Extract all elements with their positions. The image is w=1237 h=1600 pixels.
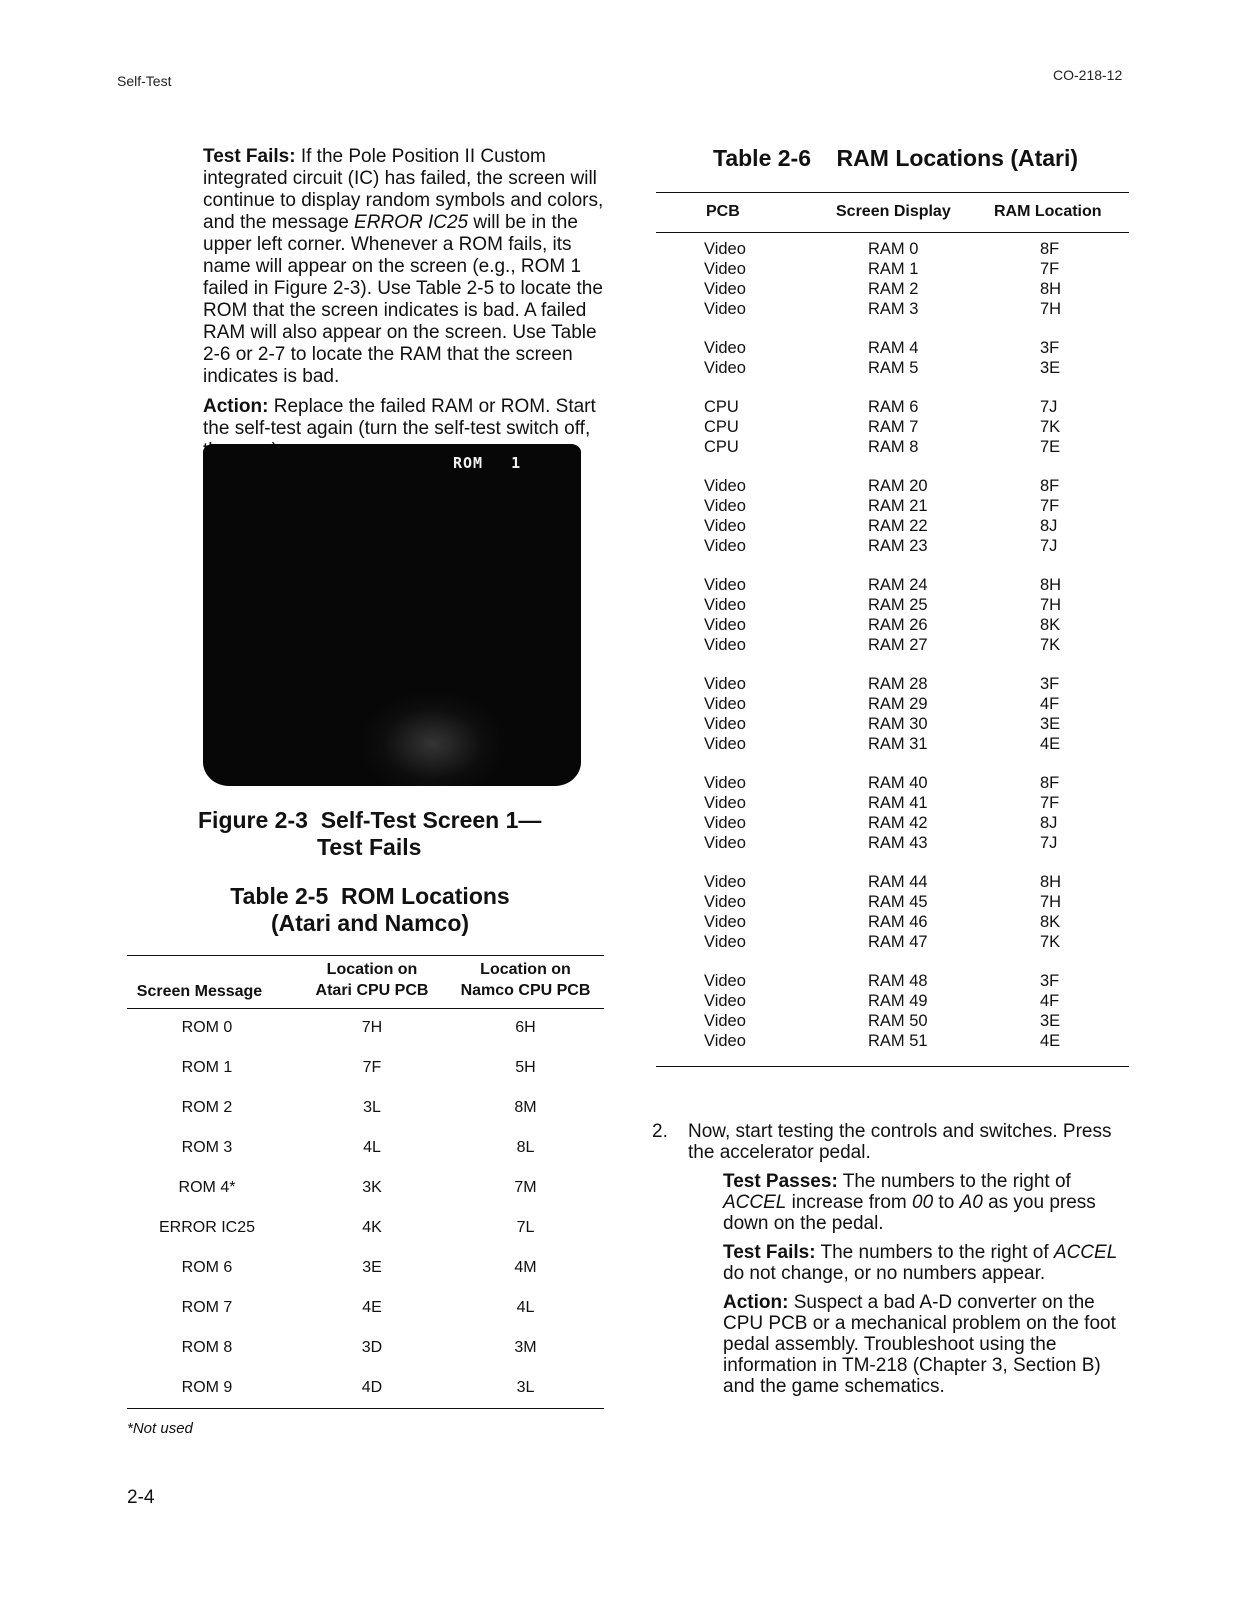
table-cell: 7K — [1040, 933, 1061, 951]
table-cell: 4E — [1040, 735, 1061, 753]
table-cell: ROM 9 — [181, 1379, 233, 1396]
table-row — [656, 338, 1129, 358]
table-cell: RAM 25 — [868, 596, 928, 614]
table-row — [656, 516, 1129, 536]
passes-text-3: to — [933, 1192, 960, 1213]
fails-text-2: do not change, or no numbers appear. — [723, 1263, 1046, 1284]
table-row — [656, 694, 1129, 714]
table-cell: 3E — [1040, 1012, 1061, 1030]
table-row — [656, 259, 1129, 279]
table-cell: Video — [704, 774, 746, 792]
table-cell: RAM 27 — [868, 636, 928, 654]
table-cell: Video — [704, 280, 746, 298]
running-header-right: CO-218-12 — [1053, 67, 1123, 83]
step-2-action — [723, 1292, 1130, 1397]
table-cell: RAM 30 — [868, 715, 928, 733]
table-cell: RAM 31 — [868, 735, 928, 753]
table-row — [656, 635, 1129, 655]
table-cell: ROM 3 — [181, 1139, 233, 1156]
table-cell: Video — [704, 477, 746, 495]
fails-italic: ACCEL — [1053, 1242, 1118, 1263]
table-cell: RAM 50 — [868, 1012, 928, 1030]
table-cell: CPU — [704, 438, 739, 456]
table-cell: Video — [704, 834, 746, 852]
table-cell: Video — [704, 1032, 746, 1050]
table-2-5-top-rule — [127, 955, 604, 956]
table-cell: RAM 42 — [868, 814, 928, 832]
table-cell: Video — [704, 735, 746, 753]
table-cell: Video — [704, 596, 746, 614]
table-cell: ROM 0 — [181, 1019, 233, 1036]
table-cell: Video — [704, 992, 746, 1010]
table-cell: Video — [704, 497, 746, 515]
step-2 — [652, 1121, 1130, 1397]
table-cell: Video — [704, 893, 746, 911]
t25-header-namco — [447, 959, 604, 1001]
table-cell: 4E — [362, 1299, 382, 1316]
fails-text-1: The numbers to the right of — [815, 1242, 1054, 1263]
table-cell: Video — [704, 814, 746, 832]
table-cell: 4L — [516, 1299, 535, 1316]
table-cell: RAM 26 — [868, 616, 928, 634]
table-cell: RAM 3 — [868, 300, 919, 318]
table-cell: 7F — [1040, 260, 1060, 278]
table-cell: 8L — [516, 1139, 535, 1156]
table-cell: 8K — [1040, 913, 1061, 931]
table-row — [656, 674, 1129, 694]
action-label: Action: — [203, 396, 269, 417]
table-cell: RAM 1 — [868, 260, 919, 278]
table-row — [656, 991, 1129, 1011]
figure-caption — [198, 807, 542, 861]
action-text: Replace the failed RAM or ROM. Start the self-test again (turn the self-test switch off, — [203, 396, 596, 439]
table-2-6 — [656, 192, 1129, 1072]
table-cell: 8J — [1040, 814, 1058, 832]
table-cell: RAM 48 — [868, 972, 928, 990]
table-2-5-title-line-1: Table 2-5 ROM Locations — [230, 883, 510, 909]
table-cell: 7J — [1040, 537, 1058, 555]
passes-text-1: The numbers to the right of — [837, 1171, 1071, 1192]
table-cell: Video — [704, 873, 746, 891]
test-fails-paragraph — [203, 146, 607, 388]
table-cell: Video — [704, 695, 746, 713]
table-cell: 8H — [1040, 280, 1062, 298]
step-2-action-text: Suspect a bad A-D converter on the CPU PCB or a mechanical problem on the foot pedal assembly. Troubleshoot using the information in TM-218 (Chapter 3, Section B) and the game schematics. — [723, 1292, 1116, 1397]
fails-label: Test Fails: — [723, 1242, 816, 1263]
table-row — [656, 496, 1129, 516]
table-cell: 8H — [1040, 873, 1062, 891]
table-2-6-top-rule — [656, 192, 1129, 193]
table-row — [656, 734, 1129, 754]
table-cell: 7E — [1040, 438, 1061, 456]
table-row — [656, 279, 1129, 299]
table-cell: Video — [704, 300, 746, 318]
table-2-5-bottom-rule — [127, 1408, 604, 1409]
table-row — [656, 813, 1129, 833]
table-cell: RAM 7 — [868, 418, 919, 436]
table-cell: ROM 7 — [181, 1299, 233, 1316]
t25-header-atari-line-2: Atari CPU PCB — [315, 982, 429, 999]
t25-header-screen-message: Screen Message — [136, 983, 263, 1000]
table-cell: Video — [704, 972, 746, 990]
table-row — [656, 397, 1129, 417]
table-cell: 7H — [361, 1019, 383, 1036]
table-row — [656, 932, 1129, 952]
table-cell: RAM 21 — [868, 497, 928, 515]
page-number: 2-4 — [127, 1487, 155, 1508]
table-cell: 5H — [515, 1059, 536, 1076]
figure-caption-line-1: Figure 2-3 Self-Test Screen 1— — [198, 807, 542, 833]
table-cell: 3E — [1040, 359, 1061, 377]
table-cell: Video — [704, 517, 746, 535]
table-cell: 7J — [1040, 398, 1058, 416]
table-cell: RAM 2 — [868, 280, 919, 298]
table-2-6-bottom-rule — [656, 1066, 1129, 1067]
table-cell: ERROR IC25 — [158, 1219, 256, 1236]
table-cell: 7F — [362, 1059, 382, 1076]
table-cell: 7H — [1040, 893, 1062, 911]
table-row — [656, 239, 1129, 259]
table-cell: 3F — [1040, 675, 1060, 693]
table-row — [656, 536, 1129, 556]
table-cell: RAM 43 — [868, 834, 928, 852]
table-cell: 7K — [1040, 636, 1061, 654]
table-row — [656, 615, 1129, 635]
table-cell: Video — [704, 616, 746, 634]
table-cell: RAM 40 — [868, 774, 928, 792]
table-2-5 — [127, 955, 604, 1415]
table-cell: RAM 23 — [868, 537, 928, 555]
t25-header-atari-line-1: Location on — [326, 961, 418, 978]
table-cell: 8F — [1040, 240, 1060, 258]
t26-header-pcb: PCB — [706, 203, 740, 220]
table-cell: 8F — [1040, 774, 1060, 792]
table-cell: 3E — [1040, 715, 1061, 733]
table-row — [127, 1169, 604, 1209]
table-cell: Video — [704, 339, 746, 357]
table-cell: Video — [704, 933, 746, 951]
table-row — [127, 1129, 604, 1169]
table-cell: RAM 6 — [868, 398, 919, 416]
table-cell: RAM 29 — [868, 695, 928, 713]
table-row — [656, 358, 1129, 378]
t26-header-screen-display: Screen Display — [836, 203, 951, 220]
table-cell: 8H — [1040, 576, 1062, 594]
table-cell: 3K — [362, 1179, 382, 1196]
test-fails-italic: ERROR IC25 — [354, 212, 469, 233]
table-cell: 3M — [514, 1339, 537, 1356]
table-cell: 7M — [514, 1179, 537, 1196]
test-fails-text-1: If the Pole Position II Custom integrated circuit (IC) has failed, the screen will continue to display random symbols and colors, and the message — [203, 146, 604, 233]
intro-section — [203, 146, 607, 470]
table-cell: RAM 28 — [868, 675, 928, 693]
table-cell: 8J — [1040, 517, 1058, 535]
table-row — [127, 1369, 604, 1409]
test-fails-text-2: will be in the upper left corner. Whenever a ROM fails, its name will appear on the screen (e.g., ROM 1 failed in Figure 2-3). Use Table 2-5 to locate the ROM that the screen indicates is bad. A failed RAM will also appear on the screen. Use Table 2-6 or 2-7 to locate the RAM that the screen indicates is bad. — [203, 212, 603, 387]
table-row — [127, 1089, 604, 1129]
table-row — [656, 971, 1129, 991]
table-row — [656, 912, 1129, 932]
table-row — [127, 1249, 604, 1289]
table-2-6-title: Table 2-6 RAM Locations (Atari) — [713, 145, 1079, 171]
table-cell: 8M — [514, 1099, 537, 1116]
table-cell: 3L — [516, 1379, 535, 1396]
passes-text-2: increase from — [786, 1192, 913, 1213]
table-cell: 8K — [1040, 616, 1061, 634]
table-cell: RAM 47 — [868, 933, 928, 951]
table-2-6-header-rule — [656, 232, 1129, 233]
table-cell: RAM 24 — [868, 576, 928, 594]
table-row — [656, 575, 1129, 595]
table-cell: 7F — [1040, 497, 1060, 515]
table-cell: RAM 20 — [868, 477, 928, 495]
table-cell: Video — [704, 576, 746, 594]
self-test-screen-photo — [203, 444, 581, 786]
table-row — [656, 714, 1129, 734]
table-cell: 3E — [362, 1259, 382, 1276]
table-cell: 7H — [1040, 300, 1062, 318]
table-2-5-title-line-2: (Atari and Namco) — [270, 910, 470, 936]
table-cell: ROM 2 — [181, 1099, 233, 1116]
table-cell: 7F — [1040, 794, 1060, 812]
table-cell: ROM 4* — [178, 1179, 236, 1196]
table-cell: 3L — [363, 1099, 381, 1116]
table-row — [656, 476, 1129, 496]
step-2-number: 2. — [652, 1121, 668, 1142]
step-2-test-fails — [723, 1242, 1130, 1284]
table-cell: RAM 46 — [868, 913, 928, 931]
table-cell: RAM 4 — [868, 339, 919, 357]
table-cell: Video — [704, 794, 746, 812]
table-cell: Video — [704, 240, 746, 258]
table-cell: 3F — [1040, 972, 1060, 990]
running-header-left: Self-Test — [117, 73, 172, 89]
table-row — [656, 833, 1129, 853]
table-cell: Video — [704, 675, 746, 693]
passes-label: Test Passes: — [723, 1171, 838, 1192]
table-cell: 4F — [1040, 695, 1060, 713]
table-cell: Video — [704, 260, 746, 278]
table-cell: Video — [704, 913, 746, 931]
table-cell: ROM 6 — [181, 1259, 233, 1276]
table-row — [656, 1031, 1129, 1051]
table-cell: RAM 44 — [868, 873, 928, 891]
table-row — [127, 1209, 604, 1249]
test-fails-label: Test Fails: — [203, 146, 296, 167]
figure-caption-line-2: Test Fails — [317, 834, 422, 860]
table-row — [656, 417, 1129, 437]
passes-italic-3: A0 — [959, 1192, 983, 1213]
table-cell: RAM 5 — [868, 359, 919, 377]
table-row — [656, 299, 1129, 319]
table-cell: 7K — [1040, 418, 1061, 436]
t26-header-ram-location: RAM Location — [994, 203, 1102, 220]
table-cell: RAM 0 — [868, 240, 919, 258]
t25-header-namco-line-2: Namco CPU PCB — [460, 982, 591, 999]
table-cell: 4M — [514, 1259, 537, 1276]
table-cell: RAM 8 — [868, 438, 919, 456]
table-cell: 6H — [515, 1019, 536, 1036]
table-cell: 3F — [1040, 339, 1060, 357]
table-cell: 3D — [361, 1339, 383, 1356]
table-cell: ROM 1 — [181, 1059, 233, 1076]
table-cell: Video — [704, 537, 746, 555]
table-2-5-title — [200, 883, 540, 937]
table-row — [656, 773, 1129, 793]
table-cell: 4F — [1040, 992, 1060, 1010]
table-row — [656, 793, 1129, 813]
passes-italic-2: 00 — [912, 1192, 934, 1213]
table-cell: 7L — [516, 1219, 535, 1236]
table-cell: RAM 45 — [868, 893, 928, 911]
screen-glow — [363, 694, 503, 786]
table-cell: Video — [704, 359, 746, 377]
screen-rom-message: ROM 1 — [453, 454, 522, 472]
table-cell: Video — [704, 636, 746, 654]
table-cell: Video — [704, 1012, 746, 1030]
table-cell: ROM 8 — [181, 1339, 233, 1356]
table-cell: 7J — [1040, 834, 1058, 852]
table-cell: 7H — [1040, 596, 1062, 614]
step-2-test-passes — [723, 1171, 1130, 1234]
table-cell: CPU — [704, 398, 739, 416]
t25-header-atari — [297, 959, 447, 1001]
passes-italic-1: ACCEL — [723, 1192, 787, 1213]
table-cell: 4L — [363, 1139, 381, 1156]
step-2-action-label: Action: — [723, 1292, 789, 1313]
table-cell: RAM 49 — [868, 992, 928, 1010]
table-cell: RAM 41 — [868, 794, 928, 812]
passes-text-4: as you press down on the pedal. — [723, 1192, 1096, 1234]
table-cell: CPU — [704, 418, 739, 436]
table-cell: 4E — [1040, 1032, 1061, 1050]
table-cell: 4D — [361, 1379, 383, 1396]
table-cell: RAM 22 — [868, 517, 928, 535]
table-2-5-footnote: *Not used — [127, 1420, 193, 1437]
table-row — [656, 437, 1129, 457]
table-cell: 4K — [362, 1219, 382, 1236]
table-row — [127, 1329, 604, 1369]
table-row — [127, 1289, 604, 1329]
table-row — [656, 1011, 1129, 1031]
step-2-text: Now, start testing the controls and switches. Press the accelerator pedal. — [688, 1121, 1112, 1163]
table-row — [656, 892, 1129, 912]
table-cell: 8F — [1040, 477, 1060, 495]
table-row — [656, 872, 1129, 892]
table-row — [656, 595, 1129, 615]
t25-header-namco-line-1: Location on — [480, 961, 571, 978]
table-row — [127, 1009, 604, 1049]
table-row — [127, 1049, 604, 1089]
table-cell: Video — [704, 715, 746, 733]
table-cell: RAM 51 — [868, 1032, 928, 1050]
